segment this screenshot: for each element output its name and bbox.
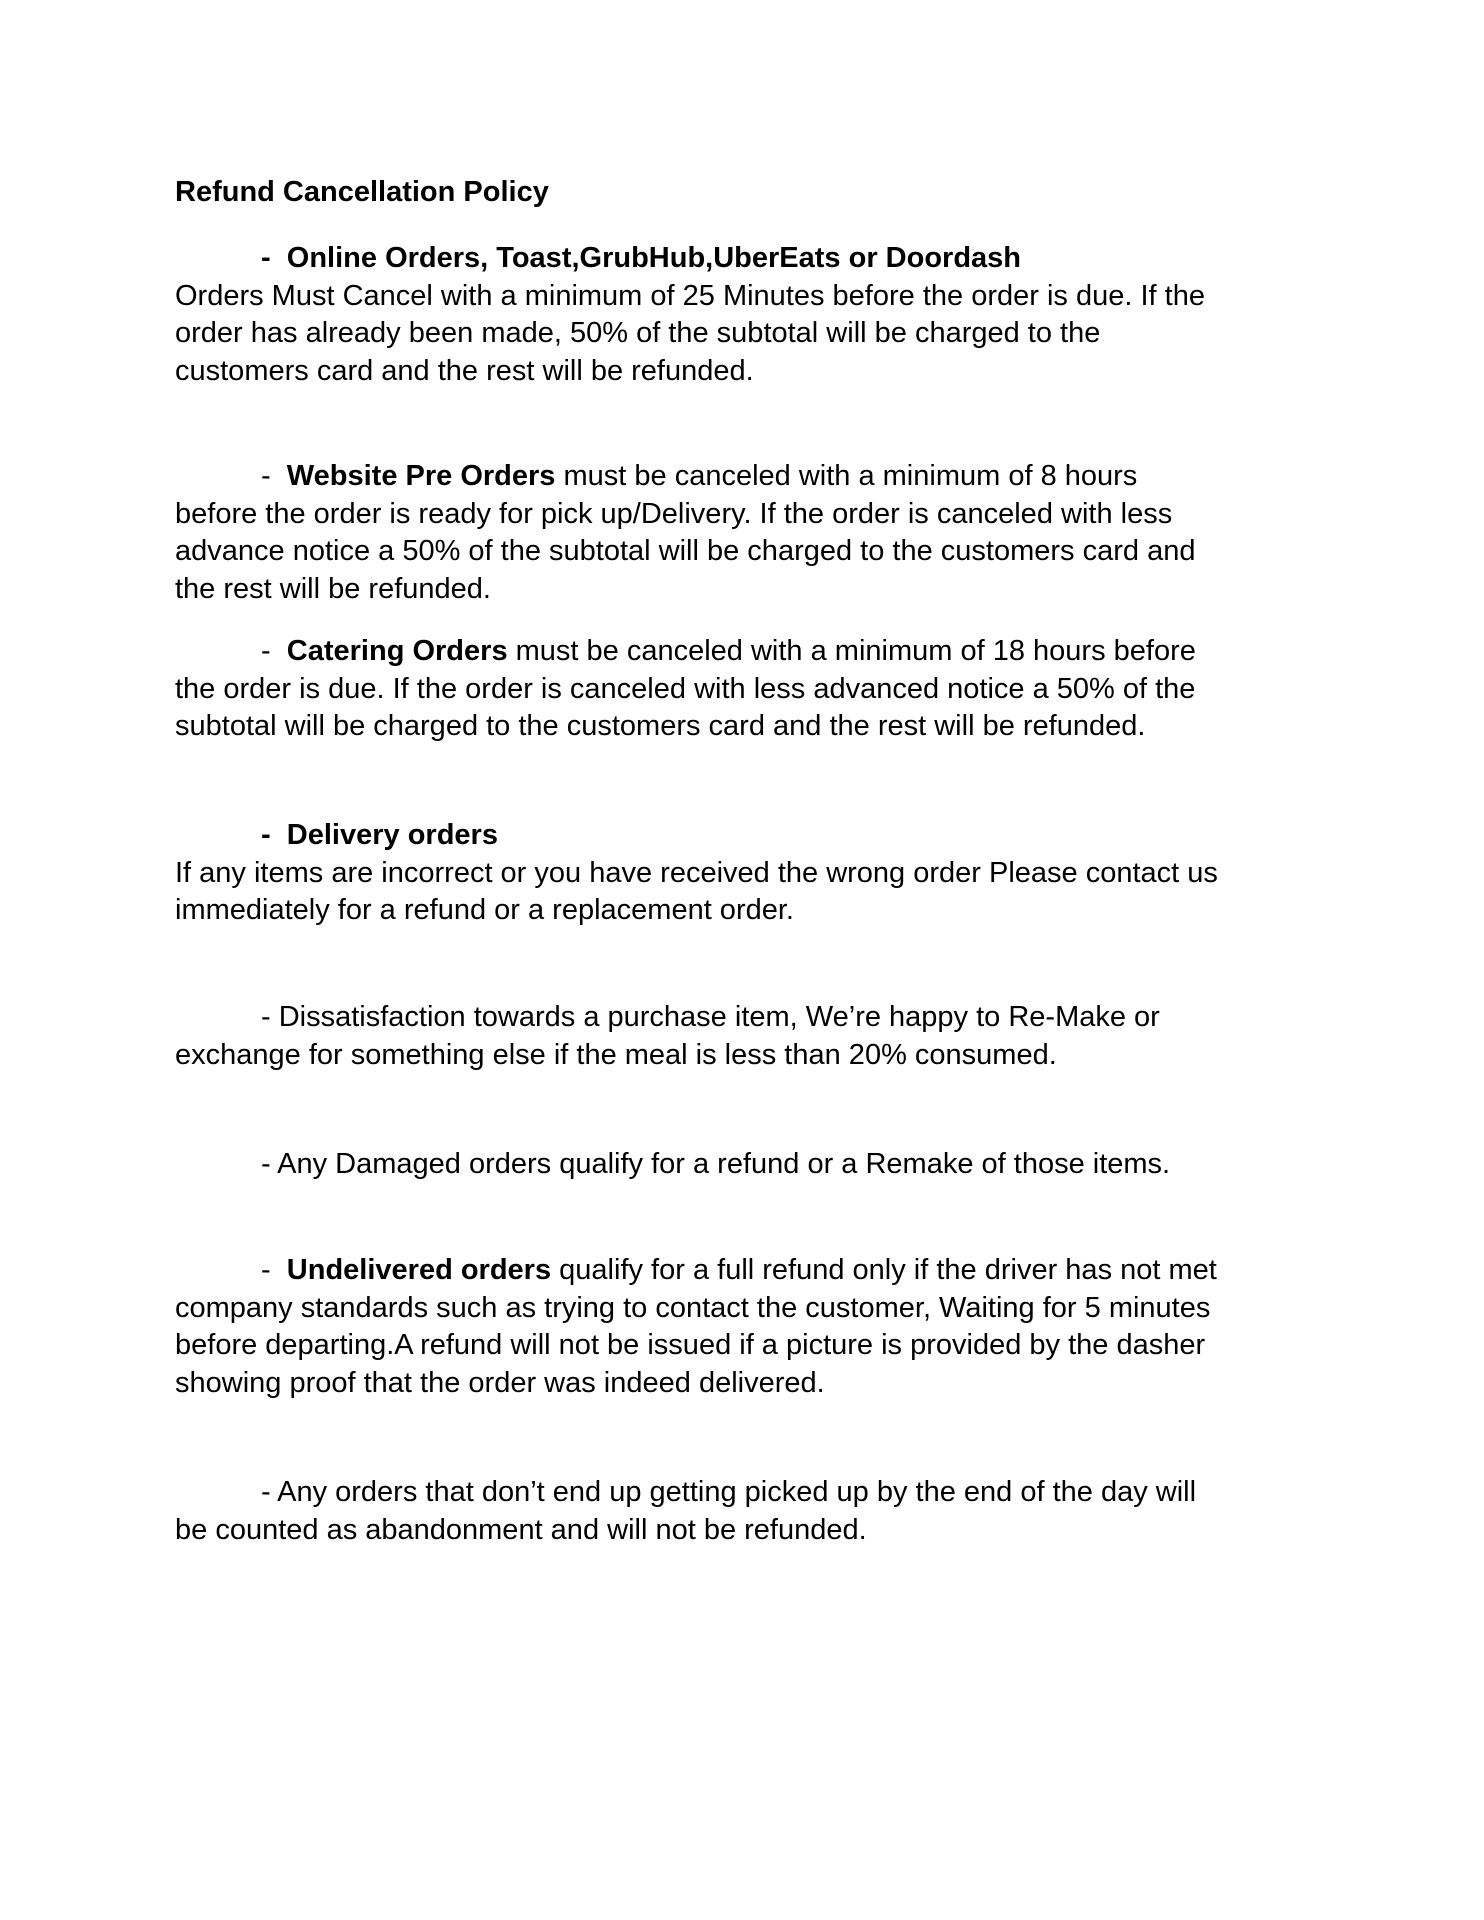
policy-section-catering-orders	[175, 633, 1325, 746]
section-first-line-rest: qualify for a full refund only if the driver has not met	[551, 1254, 1217, 1286]
section-first-line	[175, 458, 1325, 496]
section-heading-text: Undelivered orders	[286, 1254, 552, 1286]
section-heading-text: Catering Orders	[286, 635, 508, 667]
section-first-line: - Any orders that don’t end up getting picked up by the end of the day will	[261, 1476, 1197, 1508]
list-dash: -	[261, 242, 287, 274]
section-body-line: company standards such as trying to contact the customer, Waiting for 5 minutes	[175, 1291, 1211, 1324]
section-body-line: If any items are incorrect or you have received the wrong order Please contact us	[175, 856, 1218, 889]
policy-section-damaged-orders	[175, 1146, 1325, 1184]
page-title: Refund Cancellation Policy	[175, 176, 549, 208]
section-heading	[175, 817, 1325, 855]
section-body-line: Orders Must Cancel with a minimum of 25 Minutes before the order is due. If the	[175, 279, 1205, 312]
section-heading-text: Online Orders, Toast,GrubHub,UberEats or Doordash	[286, 242, 1022, 274]
section-first-line: - Any Damaged orders qualify for a refund or a Remake of those items.	[261, 1148, 1171, 1180]
policy-section-website-pre-orders	[175, 458, 1325, 608]
section-heading	[175, 240, 1325, 278]
section-heading-text: Delivery orders	[286, 819, 498, 851]
section-body-line: exchange for something else if the meal is less than 20% consumed.	[175, 1038, 1057, 1071]
policy-section-dissatisfaction	[175, 999, 1325, 1074]
section-heading-text: Website Pre Orders	[286, 460, 556, 492]
section-body-line: before the order is ready for pick up/Delivery. If the order is canceled with less	[175, 497, 1173, 530]
section-body-line: advance notice a 50% of the subtotal will be charged to the customers card and	[175, 535, 1196, 567]
section-body-line: immediately for a refund or a replacement order.	[175, 894, 794, 926]
policy-section-undelivered-orders	[175, 1252, 1325, 1402]
section-first-line: - Dissatisfaction towards a purchase item, We’re happy to Re-Make or	[261, 1001, 1160, 1033]
list-dash: -	[261, 819, 287, 851]
section-body-line: customers card and the rest will be refunded.	[175, 354, 754, 387]
section-body-line: showing proof that the order was indeed delivered.	[175, 1366, 825, 1399]
section-first-line	[175, 1252, 1325, 1290]
policy-section-online-orders	[175, 240, 1325, 390]
list-dash: -	[261, 460, 287, 492]
section-body-line: be counted as abandonment and will not be refunded.	[175, 1513, 867, 1546]
section-first-line-rest: must be canceled with a minimum of 18 hours before	[507, 635, 1196, 667]
section-body-line: the order is due. If the order is canceled with less advanced notice a 50% of the	[175, 672, 1196, 705]
section-body-line: order has already been made, 50% of the subtotal will be charged to the	[175, 317, 1101, 349]
list-dash: -	[261, 1254, 287, 1286]
section-body-line: before departing.A refund will not be issued if a picture is provided by the dasher	[175, 1329, 1206, 1361]
policy-section-delivery-orders	[175, 817, 1325, 930]
section-first-line	[175, 633, 1325, 671]
section-first-line-rest: must be canceled with a minimum of 8 hours	[555, 460, 1138, 492]
list-dash: -	[261, 635, 287, 667]
policy-section-abandoned-orders	[175, 1474, 1325, 1549]
section-body-line: subtotal will be charged to the customers card and the rest will be refunded.	[175, 710, 1146, 742]
section-body-line: the rest will be refunded.	[175, 572, 491, 605]
